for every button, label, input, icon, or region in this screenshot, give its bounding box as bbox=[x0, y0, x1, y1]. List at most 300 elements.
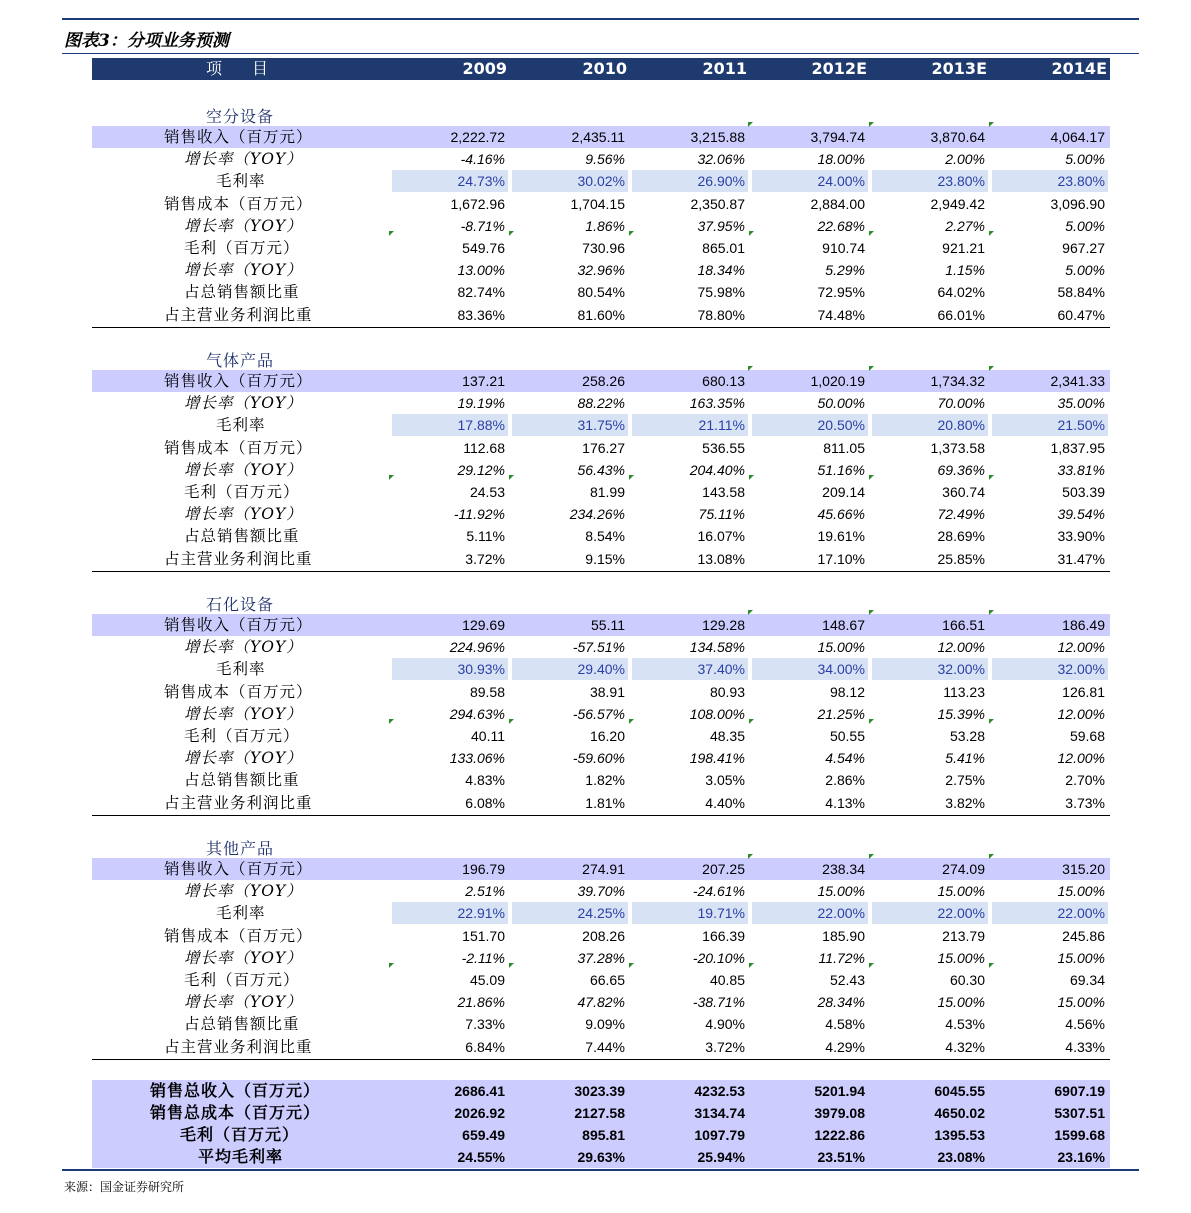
table-cell: -2.11% bbox=[461, 949, 505, 966]
table-cell: 31.47% bbox=[1057, 550, 1105, 567]
summary-cell: 895.81 bbox=[582, 1127, 625, 1143]
table-cell: 360.74 bbox=[942, 484, 985, 500]
table-cell: 78.80% bbox=[697, 306, 745, 323]
table-cell: 80.54% bbox=[577, 284, 625, 301]
summary-row bbox=[92, 1080, 1110, 1102]
table-cell: 134.58% bbox=[689, 639, 745, 656]
table-cell: 38.91 bbox=[589, 683, 625, 700]
summary-block bbox=[92, 1080, 1110, 1168]
bottom-rule bbox=[62, 1169, 1139, 1171]
table-cell: 58.84% bbox=[1057, 284, 1105, 301]
table-cell: 12.00% bbox=[1057, 750, 1105, 767]
table-cell: 2.27% bbox=[945, 217, 985, 234]
row-label: 销售收入（百万元） bbox=[164, 860, 313, 878]
table-row bbox=[92, 703, 1110, 725]
table-row bbox=[92, 880, 1110, 902]
table-cell: 80.93 bbox=[709, 683, 745, 700]
table-row bbox=[92, 614, 1110, 636]
comment-marker bbox=[869, 122, 874, 127]
table-cell: 21.25% bbox=[817, 705, 865, 722]
table-cell: 3.05% bbox=[705, 772, 745, 789]
table-cell: 2,884.00 bbox=[810, 195, 865, 212]
comment-marker bbox=[389, 963, 394, 968]
row-label: 占总销售额比重 bbox=[184, 283, 300, 302]
table-cell: 89.58 bbox=[469, 683, 505, 700]
table-cell: 52.43 bbox=[829, 972, 865, 988]
section-separator bbox=[92, 815, 1110, 816]
table-cell: 274.09 bbox=[942, 861, 985, 877]
table-cell: 53.28 bbox=[949, 728, 985, 744]
table-cell: 33.81% bbox=[1057, 461, 1105, 478]
table-cell: 811.05 bbox=[823, 439, 865, 456]
table-row bbox=[92, 947, 1110, 969]
table-cell: 5.00% bbox=[1065, 151, 1105, 168]
table-cell: 2.70% bbox=[1065, 772, 1105, 789]
summary-cell: 1222.86 bbox=[814, 1127, 865, 1143]
table-row bbox=[92, 548, 1110, 570]
row-label: 销售收入（百万元） bbox=[164, 372, 313, 390]
table-cell: 4.54% bbox=[825, 750, 865, 767]
table-cell: 730.96 bbox=[582, 240, 625, 256]
table-cell: 1,704.15 bbox=[570, 195, 625, 212]
section-title: 空分设备 bbox=[206, 107, 275, 126]
comment-marker bbox=[748, 854, 753, 859]
table-cell: 1,020.19 bbox=[810, 373, 865, 389]
table-cell: 7.44% bbox=[585, 1038, 625, 1055]
table-cell: 17.10% bbox=[817, 550, 865, 567]
table-row bbox=[92, 747, 1110, 769]
table-cell: 4.90% bbox=[705, 1016, 745, 1033]
table-cell: 9.09% bbox=[585, 1016, 625, 1033]
table-cell: 18.00% bbox=[817, 151, 865, 168]
table-cell: 59.68 bbox=[1069, 728, 1105, 744]
comment-marker bbox=[869, 366, 874, 371]
row-label: 毛利（百万元） bbox=[184, 971, 300, 989]
summary-cell: 5307.51 bbox=[1054, 1105, 1105, 1121]
summary-cell: 1097.79 bbox=[694, 1127, 745, 1143]
table-cell: 37.28% bbox=[577, 949, 625, 966]
comment-marker bbox=[509, 963, 514, 968]
table-cell: 163.35% bbox=[689, 395, 745, 412]
table-cell: 503.39 bbox=[1062, 484, 1105, 500]
table-cell: 113.23 bbox=[943, 683, 985, 700]
table-row bbox=[92, 681, 1110, 703]
row-label: 占主营业务利润比重 bbox=[164, 305, 313, 324]
table-cell: 75.11% bbox=[698, 506, 745, 523]
table-row bbox=[92, 459, 1110, 481]
table-cell: 60.47% bbox=[1057, 306, 1105, 323]
table-cell: 294.63% bbox=[449, 705, 505, 722]
table-cell: 1,672.96 bbox=[450, 195, 505, 212]
comment-marker bbox=[629, 475, 634, 480]
table-cell: 66.65 bbox=[589, 972, 625, 988]
table-cell: -38.71% bbox=[692, 994, 745, 1011]
summary-label: 销售总收入（百万元） bbox=[150, 1081, 321, 1100]
table-cell: 15.00% bbox=[1057, 883, 1105, 900]
table-cell: 3,096.90 bbox=[1050, 195, 1105, 212]
table-cell: 1.86% bbox=[585, 217, 625, 234]
table-row bbox=[92, 304, 1110, 326]
row-label: 增长率（YOY） bbox=[184, 261, 303, 280]
table-cell: 865.01 bbox=[702, 240, 745, 256]
comment-marker bbox=[989, 231, 994, 236]
table-cell: -11.92% bbox=[453, 506, 505, 523]
table-row bbox=[92, 148, 1110, 170]
table-cell: 2,341.33 bbox=[1050, 373, 1105, 389]
table-row bbox=[92, 281, 1110, 303]
table-cell: -59.60% bbox=[572, 750, 625, 767]
table-cell: 39.70% bbox=[577, 883, 625, 900]
table-cell: 88.22% bbox=[577, 395, 625, 412]
table-cell: 39.54% bbox=[1057, 506, 1105, 523]
row-label: 增长率（YOY） bbox=[184, 749, 303, 768]
table-cell: 176.27 bbox=[582, 439, 625, 456]
comment-marker bbox=[749, 231, 754, 236]
table-cell: 24.53 bbox=[469, 484, 505, 500]
table-cell: 69.34 bbox=[1069, 972, 1105, 988]
table-cell: 213.79 bbox=[942, 927, 985, 944]
row-label: 占主营业务利润比重 bbox=[164, 1037, 313, 1056]
summary-cell: 3979.08 bbox=[814, 1105, 865, 1121]
summary-label: 毛利（百万元） bbox=[180, 1125, 300, 1144]
table-cell: 32.96% bbox=[577, 262, 625, 279]
table-cell: 921.21 bbox=[942, 240, 985, 256]
header-year-2011: 2011 bbox=[702, 59, 747, 78]
summary-cell: 4232.53 bbox=[694, 1083, 745, 1099]
table-cell: 60.30 bbox=[949, 972, 985, 988]
table-row bbox=[92, 525, 1110, 547]
table-row bbox=[92, 792, 1110, 814]
table-cell: 108.00% bbox=[689, 705, 745, 722]
table-cell: 4,064.17 bbox=[1050, 129, 1105, 145]
table-row bbox=[92, 769, 1110, 791]
table-cell: 32.06% bbox=[697, 151, 745, 168]
table-cell: 3,215.88 bbox=[690, 129, 745, 145]
table-row bbox=[92, 969, 1110, 991]
table-cell: 315.20 bbox=[1062, 861, 1105, 877]
comment-marker bbox=[389, 475, 394, 480]
row-label: 销售成本（百万元） bbox=[164, 194, 313, 213]
table-cell: 28.34% bbox=[817, 994, 865, 1011]
table-cell: 2,350.87 bbox=[690, 195, 745, 212]
table-row bbox=[92, 414, 1110, 436]
table-row bbox=[92, 636, 1110, 658]
header-year-2010: 2010 bbox=[582, 59, 627, 78]
table-cell: 148.67 bbox=[822, 617, 865, 633]
table-cell: 22.00% bbox=[752, 902, 868, 924]
table-cell: 4.13% bbox=[825, 794, 865, 811]
summary-label: 平均毛利率 bbox=[198, 1147, 284, 1166]
row-label: 占总销售额比重 bbox=[184, 527, 300, 546]
table-cell: -57.51% bbox=[572, 639, 625, 656]
table-cell: 18.34% bbox=[697, 262, 745, 279]
table-cell: 133.06% bbox=[449, 750, 505, 767]
table-cell: 20.50% bbox=[752, 414, 868, 436]
table-cell: 24.25% bbox=[512, 902, 628, 924]
row-label: 占总销售额比重 bbox=[184, 771, 300, 790]
row-label: 占主营业务利润比重 bbox=[164, 549, 313, 568]
table-cell: 15.00% bbox=[937, 883, 985, 900]
table-cell: 4.58% bbox=[825, 1016, 865, 1033]
table-cell: 12.00% bbox=[1057, 705, 1105, 722]
table-cell: 198.41% bbox=[689, 750, 745, 767]
table-cell: 126.81 bbox=[1062, 683, 1105, 700]
table-cell: 4.83% bbox=[465, 772, 505, 789]
table-cell: 1,373.58 bbox=[930, 439, 985, 456]
table-cell: 83.36% bbox=[457, 306, 505, 323]
table-cell: 4.53% bbox=[945, 1016, 985, 1033]
summary-cell: 24.55% bbox=[457, 1149, 505, 1165]
summary-cell: 23.16% bbox=[1057, 1149, 1105, 1165]
row-label: 增长率（YOY） bbox=[184, 150, 303, 169]
table-cell: 31.75% bbox=[512, 414, 628, 436]
table-cell: 166.39 bbox=[702, 927, 745, 944]
comment-marker bbox=[509, 231, 514, 236]
header-year-2013e: 2013E bbox=[931, 59, 987, 78]
table-cell: 64.02% bbox=[937, 284, 985, 301]
summary-cell: 6045.55 bbox=[934, 1083, 985, 1099]
table-cell: 4.32% bbox=[945, 1038, 985, 1055]
summary-cell: 1599.68 bbox=[1054, 1127, 1105, 1143]
table-row bbox=[92, 658, 1110, 680]
table-cell: 30.93% bbox=[392, 658, 508, 680]
table-cell: 204.40% bbox=[689, 461, 745, 478]
comment-marker bbox=[869, 719, 874, 724]
figure-title: 图表3：分项业务预测 bbox=[64, 31, 229, 51]
table-cell: 15.00% bbox=[1057, 994, 1105, 1011]
table-cell: 967.27 bbox=[1062, 240, 1105, 256]
comment-marker bbox=[989, 122, 994, 127]
table-cell: 50.55 bbox=[829, 728, 865, 744]
table-cell: 13.00% bbox=[457, 262, 505, 279]
table-cell: 21.11% bbox=[632, 414, 748, 436]
table-cell: 17.88% bbox=[392, 414, 508, 436]
table-cell: 3,794.74 bbox=[810, 129, 865, 145]
table-row bbox=[92, 991, 1110, 1013]
table-row bbox=[92, 392, 1110, 414]
table-cell: 7.33% bbox=[465, 1016, 505, 1033]
table-cell: 137.21 bbox=[462, 373, 505, 389]
header-year-2012e: 2012E bbox=[811, 59, 867, 78]
table-cell: 5.11% bbox=[466, 528, 505, 545]
row-label: 毛利率 bbox=[216, 172, 266, 191]
source-note: 来源：国金证券研究所 bbox=[64, 1180, 185, 1194]
table-cell: 4.33% bbox=[1065, 1038, 1105, 1055]
table-cell: 24.73% bbox=[392, 170, 508, 192]
comment-marker bbox=[748, 122, 753, 127]
comment-marker bbox=[389, 231, 394, 236]
table-cell: 22.68% bbox=[817, 217, 865, 234]
title-rule bbox=[62, 53, 1139, 54]
table-cell: 208.26 bbox=[582, 927, 625, 944]
table-cell: 19.71% bbox=[632, 902, 748, 924]
table-cell: 32.00% bbox=[872, 658, 988, 680]
summary-cell: 5201.94 bbox=[814, 1083, 865, 1099]
table-cell: 11.72% bbox=[818, 949, 865, 966]
table-cell: 26.90% bbox=[632, 170, 748, 192]
row-label: 毛利率 bbox=[216, 904, 266, 923]
table-cell: 37.40% bbox=[632, 658, 748, 680]
table-cell: 3.82% bbox=[945, 794, 985, 811]
summary-row bbox=[92, 1146, 1110, 1168]
table-cell: 5.00% bbox=[1065, 262, 1105, 279]
table-cell: 16.20 bbox=[589, 728, 625, 744]
table-cell: 151.70 bbox=[462, 927, 505, 944]
table-cell: 129.28 bbox=[702, 617, 745, 633]
table-cell: 1.15% bbox=[945, 262, 985, 279]
top-rule bbox=[62, 18, 1139, 20]
table-row bbox=[92, 858, 1110, 880]
table-cell: 5.41% bbox=[945, 750, 985, 767]
table-cell: -8.71% bbox=[460, 217, 505, 234]
header-label: 项目 bbox=[205, 59, 298, 78]
table-cell: 37.95% bbox=[697, 217, 745, 234]
table-cell: 12.00% bbox=[1057, 639, 1105, 656]
summary-cell: 3134.74 bbox=[694, 1105, 745, 1121]
table-row bbox=[92, 370, 1110, 392]
table-cell: 143.58 bbox=[702, 484, 745, 500]
row-label: 增长率（YOY） bbox=[184, 505, 303, 524]
row-label: 占总销售额比重 bbox=[184, 1015, 300, 1034]
row-label: 增长率（YOY） bbox=[184, 882, 303, 901]
table-cell: 3.72% bbox=[465, 550, 505, 567]
comment-marker bbox=[389, 719, 394, 724]
table-cell: 12.00% bbox=[937, 639, 985, 656]
table-cell: 98.12 bbox=[829, 683, 865, 700]
table-cell: 15.39% bbox=[937, 705, 985, 722]
comment-marker bbox=[629, 231, 634, 236]
table-cell: 224.96% bbox=[449, 639, 505, 656]
row-label: 销售成本（百万元） bbox=[164, 438, 313, 457]
table-cell: 3.73% bbox=[1065, 794, 1105, 811]
table-cell: 30.02% bbox=[512, 170, 628, 192]
summary-cell: 25.94% bbox=[697, 1149, 745, 1165]
table-cell: 234.26% bbox=[569, 506, 625, 523]
table-cell: 245.86 bbox=[1062, 927, 1105, 944]
comment-marker bbox=[748, 366, 753, 371]
table-cell: 29.40% bbox=[512, 658, 628, 680]
comment-marker bbox=[629, 963, 634, 968]
table-cell: 209.14 bbox=[822, 484, 865, 500]
table-cell: 45.09 bbox=[469, 972, 505, 988]
comment-marker bbox=[749, 719, 754, 724]
table-cell: 75.98% bbox=[697, 284, 745, 301]
table-cell: 22.00% bbox=[872, 902, 988, 924]
table-cell: 21.50% bbox=[992, 414, 1108, 436]
table-row bbox=[92, 481, 1110, 503]
table-cell: 25.85% bbox=[937, 550, 985, 567]
table-cell: 72.49% bbox=[937, 506, 985, 523]
row-label: 毛利率 bbox=[216, 416, 266, 435]
summary-row bbox=[92, 1124, 1110, 1146]
table-cell: 536.55 bbox=[702, 439, 745, 456]
row-label: 增长率（YOY） bbox=[184, 638, 303, 657]
table-row bbox=[92, 925, 1110, 947]
summary-cell: 6907.19 bbox=[1054, 1083, 1105, 1099]
comment-marker bbox=[989, 719, 994, 724]
table-row bbox=[92, 170, 1110, 192]
row-label: 销售收入（百万元） bbox=[164, 128, 313, 146]
comment-marker bbox=[869, 231, 874, 236]
table-cell: 274.91 bbox=[582, 861, 625, 877]
table-cell: 112.68 bbox=[463, 439, 505, 456]
table-cell: 6.84% bbox=[465, 1038, 505, 1055]
table-cell: 2,435.11 bbox=[571, 129, 625, 145]
table-cell: -24.61% bbox=[692, 883, 745, 900]
table-cell: 1,837.95 bbox=[1050, 439, 1105, 456]
comment-marker bbox=[749, 963, 754, 968]
table-cell: 81.99 bbox=[589, 484, 625, 500]
table-cell: 74.48% bbox=[817, 306, 865, 323]
summary-cell: 23.51% bbox=[817, 1149, 865, 1165]
row-label: 占主营业务利润比重 bbox=[164, 793, 313, 812]
table-cell: 16.07% bbox=[697, 528, 745, 545]
table-cell: 23.80% bbox=[992, 170, 1108, 192]
table-cell: 4.40% bbox=[705, 794, 745, 811]
summary-cell: 2127.58 bbox=[574, 1105, 625, 1121]
summary-cell: 4650.02 bbox=[934, 1105, 985, 1121]
row-label: 增长率（YOY） bbox=[184, 394, 303, 413]
table-cell: 45.66% bbox=[817, 506, 865, 523]
table-cell: 23.80% bbox=[872, 170, 988, 192]
section-title: 其他产品 bbox=[206, 839, 275, 858]
row-label: 增长率（YOY） bbox=[184, 948, 303, 967]
table-row bbox=[92, 193, 1110, 215]
table-cell: 40.85 bbox=[709, 972, 745, 988]
table-cell: 47.82% bbox=[577, 994, 625, 1011]
table-row bbox=[92, 259, 1110, 281]
table-cell: 82.74% bbox=[457, 284, 505, 301]
table-cell: 70.00% bbox=[937, 395, 985, 412]
table-cell: 28.69% bbox=[937, 528, 985, 545]
comment-marker bbox=[748, 610, 753, 615]
comment-marker bbox=[869, 963, 874, 968]
table-cell: 22.00% bbox=[992, 902, 1108, 924]
summary-cell: 2686.41 bbox=[454, 1083, 505, 1099]
comment-marker bbox=[869, 854, 874, 859]
table-row bbox=[92, 215, 1110, 237]
table-cell: 129.69 bbox=[462, 617, 505, 633]
comment-marker bbox=[989, 854, 994, 859]
table-cell: 19.19% bbox=[457, 395, 505, 412]
summary-cell: 659.49 bbox=[462, 1127, 505, 1143]
table-cell: 5.29% bbox=[825, 262, 865, 279]
table-cell: 1.82% bbox=[585, 772, 625, 789]
table-cell: 24.00% bbox=[752, 170, 868, 192]
table-cell: 35.00% bbox=[1057, 395, 1105, 412]
table-cell: 196.79 bbox=[462, 861, 505, 877]
table-cell: 549.76 bbox=[462, 240, 505, 256]
row-label: 销售成本（百万元） bbox=[164, 926, 313, 945]
row-label: 增长率（YOY） bbox=[184, 216, 303, 235]
table-cell: 2,222.72 bbox=[450, 129, 505, 145]
header-year-2014e: 2014E bbox=[1051, 59, 1107, 78]
table-cell: 207.25 bbox=[702, 861, 745, 877]
summary-cell: 23.08% bbox=[937, 1149, 985, 1165]
summary-cell: 2026.92 bbox=[454, 1105, 505, 1121]
table-row bbox=[92, 126, 1110, 148]
summary-row bbox=[92, 1102, 1110, 1124]
table-row bbox=[92, 1036, 1110, 1058]
table-cell: 166.51 bbox=[942, 617, 985, 633]
comment-marker bbox=[629, 719, 634, 724]
comment-marker bbox=[749, 475, 754, 480]
section-separator bbox=[92, 1059, 1110, 1060]
table-cell: 6.08% bbox=[465, 794, 505, 811]
comment-marker bbox=[989, 963, 994, 968]
table-cell: 3,870.64 bbox=[930, 129, 985, 145]
table-cell: 20.80% bbox=[872, 414, 988, 436]
